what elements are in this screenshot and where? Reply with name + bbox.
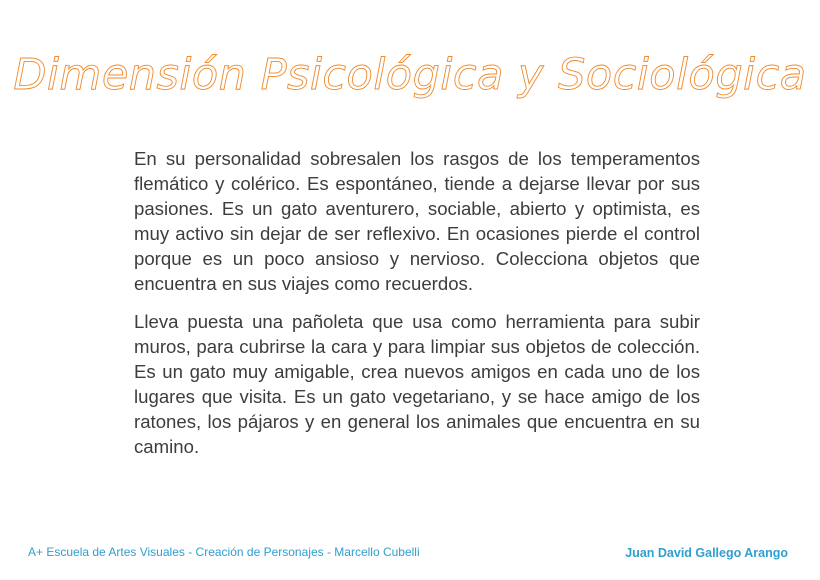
paragraph-traits: Lleva puesta una pañoleta que usa como herramienta para subir muros, para cubrirse la cara y para limpiar sus objetos de colección. Es un gato muy amigable, crea nuevos amigos en cada uno de los lugares que visita. Es un gato vegetariano, y se hace amigo de los ratones, los pájaros y en general los animales que encuentra en su camino. (134, 311, 700, 457)
footer-school-credit: A+ Escuela de Artes Visuales - Creación de Personajes - Marcello Cubelli (28, 545, 420, 559)
body-text (134, 146, 700, 472)
paragraph-personality: En su personalidad sobresalen los rasgos de los temperamentos flemático y colérico. Es espontáneo, tiende a dejarse llevar por sus pasiones. Es un gato aventurero, sociable, abierto y optimista, es muy activo sin dejar de ser reflexivo. En ocasiones pierde el control porque es un poco ansioso y nervioso. Colecciona objetos que encuentra en sus viajes como recuerdos. (134, 148, 700, 294)
page-title: Dimensión Psicológica y Sociológica (13, 50, 807, 100)
footer-author-name: Juan David Gallego Arango (625, 546, 788, 560)
